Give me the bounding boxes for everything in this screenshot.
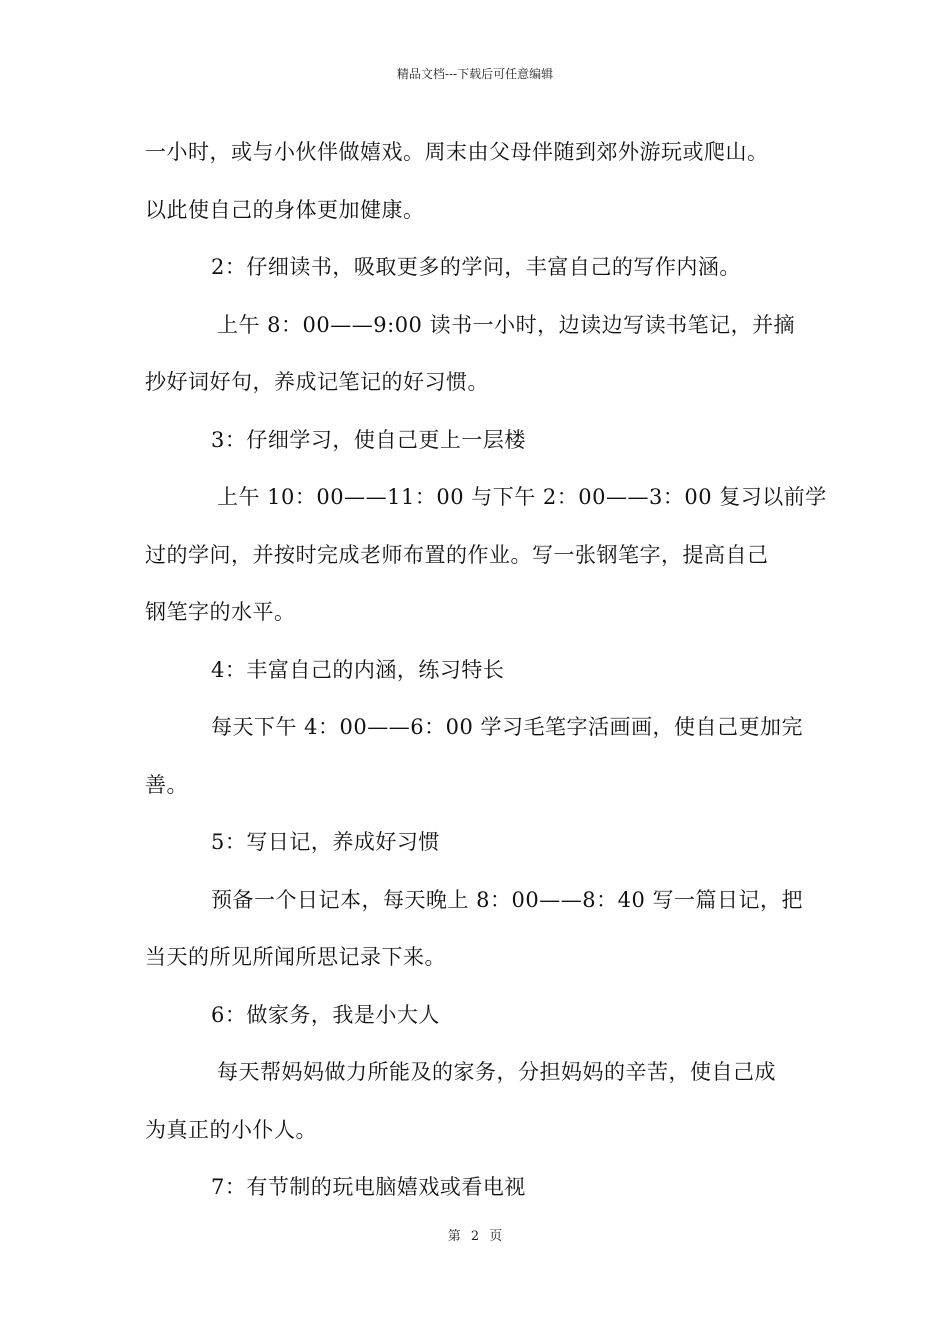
page-label-prefix: 第 bbox=[447, 1229, 461, 1244]
text-line: 每天下午 4：00——6：00 学习毛笔字活画画，使自己更加完 bbox=[211, 715, 804, 739]
text-line: 为真正的小仆人。 bbox=[145, 1117, 317, 1142]
section-heading: 7：有节制的玩电脑嬉戏或看电视 bbox=[211, 1175, 526, 1199]
section-heading: 5：写日记，养成好习惯 bbox=[211, 830, 440, 854]
section-heading: 4：丰富自己的内涵，练习特长 bbox=[211, 657, 505, 682]
text-line: 以此使自己的身体更加健康。 bbox=[145, 197, 425, 222]
text-line: 上午 8：00——9:00 读书一小时，边读边写读书笔记，并摘 bbox=[217, 312, 796, 337]
section-heading: 6：做家务，我是小大人 bbox=[211, 1002, 440, 1027]
page-footer bbox=[0, 1228, 950, 1246]
text-line: 每天帮妈妈做力所能及的家务，分担妈妈的辛苦，使自己成 bbox=[217, 1060, 776, 1084]
text-line: 上午 10：00——11：00 与下午 2：00——3：00 复习以前学 bbox=[217, 485, 827, 509]
page-number: 2 bbox=[470, 1229, 480, 1244]
section-heading: 3：仔细学习，使自己更上一层楼 bbox=[211, 427, 526, 452]
text-line: 抄好词好句，养成记笔记的好习惯。 bbox=[145, 370, 489, 394]
text-line: 当天的所见所闻所思记录下来。 bbox=[145, 945, 446, 969]
text-line: 预备一个日记本，每天晚上 8：00——8：40 写一篇日记，把 bbox=[211, 887, 804, 912]
section-heading: 2：仔细读书，吸取更多的学问，丰富自己的写作内涵。 bbox=[211, 255, 741, 279]
page-header: 精品文档---下载后可任意编辑 bbox=[396, 67, 554, 81]
document-body bbox=[145, 124, 827, 1217]
text-line: 过的学问，并按时完成老师布置的作业。写一张钢笔字，提高自己 bbox=[145, 542, 769, 567]
text-line: 钢笔字的水平。 bbox=[145, 600, 296, 624]
text-line: 一小时，或与小伙伴做嬉戏。周末由父母伴随到郊外游玩或爬山。 bbox=[145, 140, 769, 164]
text-line: 善。 bbox=[145, 772, 188, 797]
page-label-suffix: 页 bbox=[489, 1229, 503, 1244]
